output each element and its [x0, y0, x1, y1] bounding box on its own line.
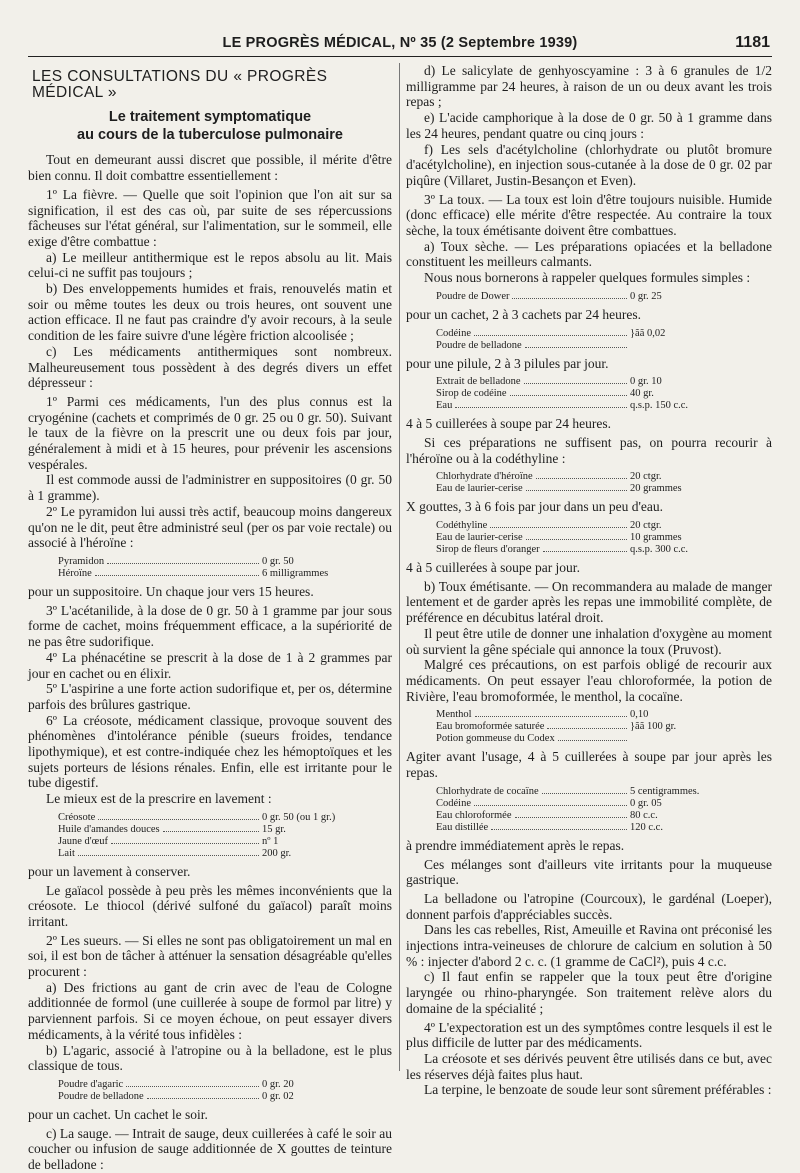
- leader-dots: [163, 831, 259, 832]
- ingredient-quantity: 0 gr. 02: [262, 1090, 294, 1102]
- ingredient-name: Menthol: [436, 709, 472, 721]
- leader-dots: [526, 490, 627, 491]
- leader-dots: [526, 539, 627, 540]
- ingredient-quantity: 20 ctgr.: [630, 471, 662, 483]
- prescription-row: [58, 1091, 358, 1103]
- leader-dots: [98, 819, 259, 820]
- paragraph: pour une pilule, 2 à 3 pilules par jour.: [406, 355, 609, 371]
- prescription-row: [436, 471, 726, 483]
- ingredient-name: Eau: [436, 400, 453, 412]
- leader-dots: [547, 728, 627, 729]
- prescription-list: [436, 376, 726, 412]
- ingredient-quantity: 0,10: [630, 709, 649, 721]
- leader-dots: [542, 793, 627, 794]
- prescription-list: [436, 328, 726, 352]
- ingredient-quantity: 20 grammes: [630, 483, 682, 495]
- paragraph: La créosote et ses dérivés peuvent être utilisés dans ce but, avec les réserves déjà faites plus haut.: [406, 1050, 772, 1082]
- prescription-row: [58, 836, 358, 848]
- ingredient-name: Codéine: [436, 327, 471, 339]
- prescription-row: [436, 388, 726, 400]
- prescription-list: [58, 812, 358, 860]
- ingredient-quantity: q.s.p. 150 c.c.: [630, 400, 689, 412]
- ingredient-quantity: q.s.p. 300 c.c.: [630, 544, 689, 556]
- paragraph: 3º L'acétanilide, à la dose de 0 gr. 50 à 1 gramme par jour sous forme de cachet, moins fréquemment efficace, a la supériorité de ne pas être sudorifique.: [28, 602, 392, 650]
- ingredient-name: Jaune d'œuf: [58, 835, 109, 847]
- paragraph: Tout en demeurant aussi discret que possible, il mérite d'être bien connu. Il doit combattre essentiellement :: [28, 152, 392, 184]
- ingredient-name: Eau de laurier-cerise: [436, 532, 523, 544]
- ingredient-quantity: 120 c.c.: [630, 821, 663, 833]
- ingredient-name: Eau bromoformée saturée: [436, 721, 545, 733]
- ingredient-quantity: 0 gr. 25: [630, 290, 662, 302]
- prescription-list: [436, 291, 726, 303]
- paragraph: Le gaïacol possède à peu près les mêmes inconvénients que la créosote. Le thiocol (dérivé sulfoné du gaïacol) paraît moins irritant.: [28, 882, 392, 929]
- ingredient-quantity: }ãã 0,02: [630, 327, 666, 339]
- prescription-row: [436, 340, 726, 352]
- prescription-row: [436, 544, 726, 556]
- prescription-list: [436, 471, 726, 495]
- page-header: [28, 26, 772, 57]
- prescription-row: [436, 376, 726, 388]
- article-title-line-1: Le traitement symptomatique: [108, 109, 312, 126]
- ingredient-quantity: 80 c.c.: [630, 809, 658, 821]
- ingredient-quantity: 0 gr. 50: [262, 555, 294, 567]
- ingredient-quantity: 200 gr.: [262, 847, 292, 859]
- ingredient-name: Eau chloroformée: [436, 809, 512, 821]
- prescription-row: [436, 400, 726, 412]
- leader-dots: [111, 843, 259, 844]
- paragraph: a) Des frictions au gant de crin avec de l'eau de Cologne additionnée de formol (une cuillerée à soupe de formol par litre) y parviennent parfois. Si ce moyen échoue, on peut essayer divers médicaments, à la vérité tous infidèles :: [28, 979, 392, 1042]
- paragraph: b) L'agaric, associé à l'atropine ou à la belladone, est le plus classique de tous.: [28, 1042, 392, 1074]
- article-title: [28, 108, 392, 144]
- ingredient-quantity: 15 gr.: [262, 823, 286, 835]
- ingredient-name: Eau de laurier-cerise: [436, 483, 523, 495]
- prescription-row: [436, 291, 726, 303]
- ingredient-quantity: 0 gr. 50 (ou 1 gr.): [262, 811, 336, 823]
- ingredient-name: Lait: [58, 847, 75, 859]
- leader-dots: [126, 1086, 259, 1087]
- paragraph: a) Toux sèche. — Les préparations opiacées et la belladone constituent les meilleurs calmants.: [406, 238, 772, 270]
- prescription-row: [436, 733, 726, 745]
- right-column: [406, 63, 772, 1098]
- section-title: LES CONSULTATIONS DU « PROGRÈS MÉDICAL »: [32, 68, 328, 101]
- prescription-row: [58, 812, 358, 824]
- prescription-row: [436, 810, 726, 822]
- paragraph: pour un cachet. Un cachet le soir.: [28, 1106, 208, 1122]
- leader-dots: [524, 383, 627, 384]
- paragraph: Il est commode aussi de l'administrer en suppositoires (0 gr. 50 à 1 gramme).: [28, 472, 392, 504]
- leader-dots: [525, 347, 627, 348]
- paragraph: a) Le meilleur antithermique est le repos absolu au lit. Mais celui-ci ne suffit pas toujours ;: [28, 249, 392, 281]
- ingredient-quantity: 0 gr. 05: [630, 797, 662, 809]
- leader-dots: [558, 740, 627, 741]
- paragraph-fievre: 1º La fièvre. — Quelle que soit l'opinion que l'on ait sur sa signification, il est des cas où, par suite de ses répercussions fâcheuses sur l'état général, sur l'alimentation, sur le sommeil, elle exige d'être combattue :: [28, 186, 392, 249]
- prescription-row: [436, 721, 726, 733]
- page-number: 1181: [735, 34, 770, 51]
- leader-dots: [147, 1098, 259, 1099]
- prescription-row: [58, 848, 358, 860]
- ingredient-name: Poudre d'agaric: [58, 1078, 124, 1090]
- paragraph: 2º Le pyramidon lui aussi très actif, beaucoup moins dangereux qu'on ne le dit, peut être administré seul (per os par voie rectale) ou associé à l'héroïne :: [28, 503, 392, 551]
- ingredient-name: Sirop de fleurs d'oranger: [436, 544, 540, 556]
- paragraph: Agiter avant l'usage, 4 à 5 cuillerées à soupe par jour après les repas.: [406, 749, 772, 781]
- ingredient-quantity: 5 centigrammes.: [630, 785, 700, 797]
- ingredient-name: Chlorhydrate de cocaïne: [436, 785, 539, 797]
- column-divider: [399, 63, 400, 1071]
- ingredient-name: Potion gommeuse du Codex: [436, 733, 555, 745]
- article-title-line-2: au cours de la tuberculose pulmonaire: [77, 127, 343, 144]
- leader-dots: [543, 551, 627, 552]
- leader-dots: [107, 563, 259, 564]
- leader-dots: [78, 855, 259, 856]
- paragraph: Dans les cas rebelles, Rist, Ameuille et Ravina ont préconisé les injections intra-veineuses de chlorure de calcium en solution à 50 % : injecter d'abord 2 c. c. (1 gramme de CaCl²), puis 4 c.c.: [406, 922, 772, 969]
- prescription-list: [58, 1079, 358, 1103]
- ingredient-name: Créosote: [58, 811, 96, 823]
- paragraph: Si ces préparations ne suffisent pas, on pourra recourir à l'héroïne ou à la codéthyline :: [406, 434, 772, 466]
- paragraph: La belladone ou l'atropine (Courcoux), le gardénal (Loeper), donnent parfois d'appréciables succès.: [406, 890, 772, 922]
- journal-title: LE PROGRÈS MÉDICAL, Nº 35 (2 Septembre 1939): [222, 35, 578, 51]
- ingredient-name: Eau distillée: [436, 821, 489, 833]
- ingredient-name: Pyramidon: [58, 555, 105, 567]
- ingredient-name: Codéine: [436, 797, 471, 809]
- ingredient-name: Chlorhydrate d'héroïne: [436, 471, 533, 483]
- paragraph: La terpine, le benzoate de soude leur sont sûrement préférables :: [424, 1082, 772, 1098]
- leader-dots: [95, 575, 259, 576]
- prescription-row: [58, 568, 358, 580]
- ingredient-quantity: 0 gr. 20: [262, 1078, 294, 1090]
- ingredient-quantity: 6 milligrammes: [262, 567, 329, 579]
- leader-dots: [490, 527, 627, 528]
- paragraph: pour un cachet, 2 à 3 cachets par 24 heures.: [406, 306, 642, 322]
- prescription-row: [58, 556, 358, 568]
- ingredient-name: Poudre de belladone: [436, 339, 522, 351]
- ingredient-quantity: }ãã 100 gr.: [630, 721, 677, 733]
- ingredient-name: Codéthyline: [436, 520, 488, 532]
- prescription-row: [436, 786, 726, 798]
- leader-dots: [510, 395, 627, 396]
- leader-dots: [474, 335, 627, 336]
- paragraph: 4º La phénacétine se prescrit à la dose de 1 à 2 grammes par jour en cachet ou en élixir.: [28, 649, 392, 681]
- prescription-row: [436, 798, 726, 810]
- ingredient-name: Sirop de codéine: [436, 388, 507, 400]
- prescription-list: [436, 709, 726, 745]
- leader-dots: [474, 805, 627, 806]
- leader-dots: [512, 298, 627, 299]
- prescription-row: [58, 1079, 358, 1091]
- paragraph: f) Les sels d'acétylcholine (chlorhydrate ou plutôt bromure d'acétylcholine), en injection sous-cutanée à la dose de 0 gr. 02 par piqûre (Villaret, Justin-Besançon et Even).: [406, 141, 772, 188]
- left-column: [28, 63, 392, 1173]
- ingredient-quantity: 40 gr.: [630, 388, 654, 400]
- paragraph: c) La sauge. — Intrait de sauge, deux cuillerées à café le soir au coucher ou infusion de sauge additionnée de X gouttes de teinture de belladone :: [28, 1125, 392, 1173]
- ingredient-name: Héroïne: [58, 567, 92, 579]
- paragraph: 4 à 5 cuillerées à soupe par 24 heures.: [406, 416, 612, 432]
- ingredient-name: Extrait de belladone: [436, 376, 521, 388]
- leader-dots: [536, 478, 627, 479]
- prescription-row: [436, 520, 726, 532]
- leader-dots: [491, 829, 627, 830]
- paragraph: c) Il faut enfin se rappeler que la toux peut être d'origine laryngée ou rhino-pharyngée. Son traitement relève alors du domaine de la spécialité ;: [406, 969, 772, 1016]
- paragraph-sueurs: 2º Les sueurs. — Si elles ne sont pas obligatoirement un mal en soi, il est bon de tâcher à atténuer la sensation désagréable qu'elles procurent :: [28, 932, 392, 980]
- ingredient-name: Poudre de Dower: [436, 290, 510, 302]
- paragraph: 4 à 5 cuillerées à soupe par jour.: [406, 560, 580, 576]
- paragraph: c) Les médicaments antithermiques sont nombreux. Malheureusement tous possèdent à des degrés divers un effet dépresseur :: [28, 343, 392, 391]
- paragraph: Nous nous bornerons à rappeler quelques formules simples :: [424, 270, 751, 286]
- paragraph-expectoration: 4º L'expectoration est un des symptômes contre lesquels il est le plus difficile de lutter par des médicaments.: [406, 1019, 772, 1051]
- paragraph: pour un lavement à conserver.: [28, 863, 191, 879]
- ingredient-quantity: 10 grammes: [630, 532, 682, 544]
- paragraph: 1º Parmi ces médicaments, l'un des plus connus est la cryogénine (cachets et comprimés de 0 gr. 25 ou 0 gr. 50). Suivant le taux de la fièvre on la prescrit une ou deux fois par jour, généralement à midi et à 15 heures, pour prévenir les ascensions vespérales.: [28, 393, 392, 472]
- paragraph: à prendre immédiatement après le repas.: [406, 837, 625, 853]
- paragraph: 6º La créosote, médicament classique, provoque souvent des phénomènes d'intolérance pénible (sueurs froides, tendance lipothymique), et est contre-indiquée chez les hémoptoïques et les sujets porteurs de lésions rénales. Enfin, elle est irritante pour le tube digestif.: [28, 712, 392, 791]
- paragraph-toux: 3º La toux. — La toux est loin d'être toujours nuisible. Humide (donc efficace) elle mérite d'être respectée. Au contraire la toux sèche, la toux émétisante doivent être combattues.: [406, 191, 772, 239]
- ingredient-name: Poudre de belladone: [58, 1090, 144, 1102]
- prescription-list: [436, 786, 726, 834]
- prescription-row: [436, 709, 726, 721]
- ingredient-quantity: nº 1: [262, 835, 279, 847]
- prescription-row: [436, 328, 726, 340]
- ingredient-quantity: 20 ctgr.: [630, 520, 662, 532]
- prescription-row: [436, 483, 726, 495]
- paragraph: Il peut être utile de donner une inhalation d'oxygène au moment où survient la gêne spéciale qui annonce la toux (Pruvost).: [406, 625, 772, 657]
- paragraph: Malgré ces précautions, on est parfois obligé de recourir aux médicaments. On peut essayer l'eau chloroformée, la potion de Rivière, l'eau bromoformée, le menthol, la cocaïne.: [406, 657, 772, 704]
- leader-dots: [475, 716, 627, 717]
- paragraph: pour un suppositoire. Un chaque jour vers 15 heures.: [28, 583, 314, 599]
- paragraph: Le mieux est de la prescrire en lavement :: [46, 791, 272, 807]
- paragraph: b) Toux émétisante. — On recommandera au malade de manger lentement et de garder après les repas une immobilité complète, de préférence en décubitus latéral droit.: [406, 578, 772, 626]
- paragraph: b) Des enveloppements humides et frais, renouvelés matin et soir ou même toutes les deux ou trois heures, ont souvent une action efficace. Il ne faut pas craindre d'y avoir recours, à la seule condition de les faire suivre d'une légère friction alcoolisée ;: [28, 281, 392, 344]
- prescription-row: [436, 532, 726, 544]
- paragraph: d) Le salicylate de genhyoscyamine : 3 à 6 granules de 1/2 milligramme par 24 heures, à raison de un ou deux avant les trois repas ;: [406, 63, 772, 110]
- prescription-list: [58, 556, 358, 580]
- leader-dots: [515, 817, 627, 818]
- ingredient-name: Huile d'amandes douces: [58, 823, 160, 835]
- prescription-row: [436, 822, 726, 834]
- paragraph: e) L'acide camphorique à la dose de 0 gr. 50 à 1 gramme dans les 24 heures, pendant quatre ou cinq jours :: [406, 110, 772, 141]
- paragraph: 5º L'aspirine a une forte action sudorifique et, per os, détermine parfois des brûlures gastrique.: [28, 681, 392, 712]
- leader-dots: [455, 407, 627, 408]
- prescription-list: [436, 520, 726, 556]
- paragraph: Ces mélanges sont d'ailleurs vite irritants pour la muqueuse gastrique.: [406, 856, 772, 888]
- ingredient-quantity: 0 gr. 10: [630, 376, 662, 388]
- prescription-row: [58, 824, 358, 836]
- paragraph: X gouttes, 3 à 6 fois par jour dans un peu d'eau.: [406, 499, 664, 515]
